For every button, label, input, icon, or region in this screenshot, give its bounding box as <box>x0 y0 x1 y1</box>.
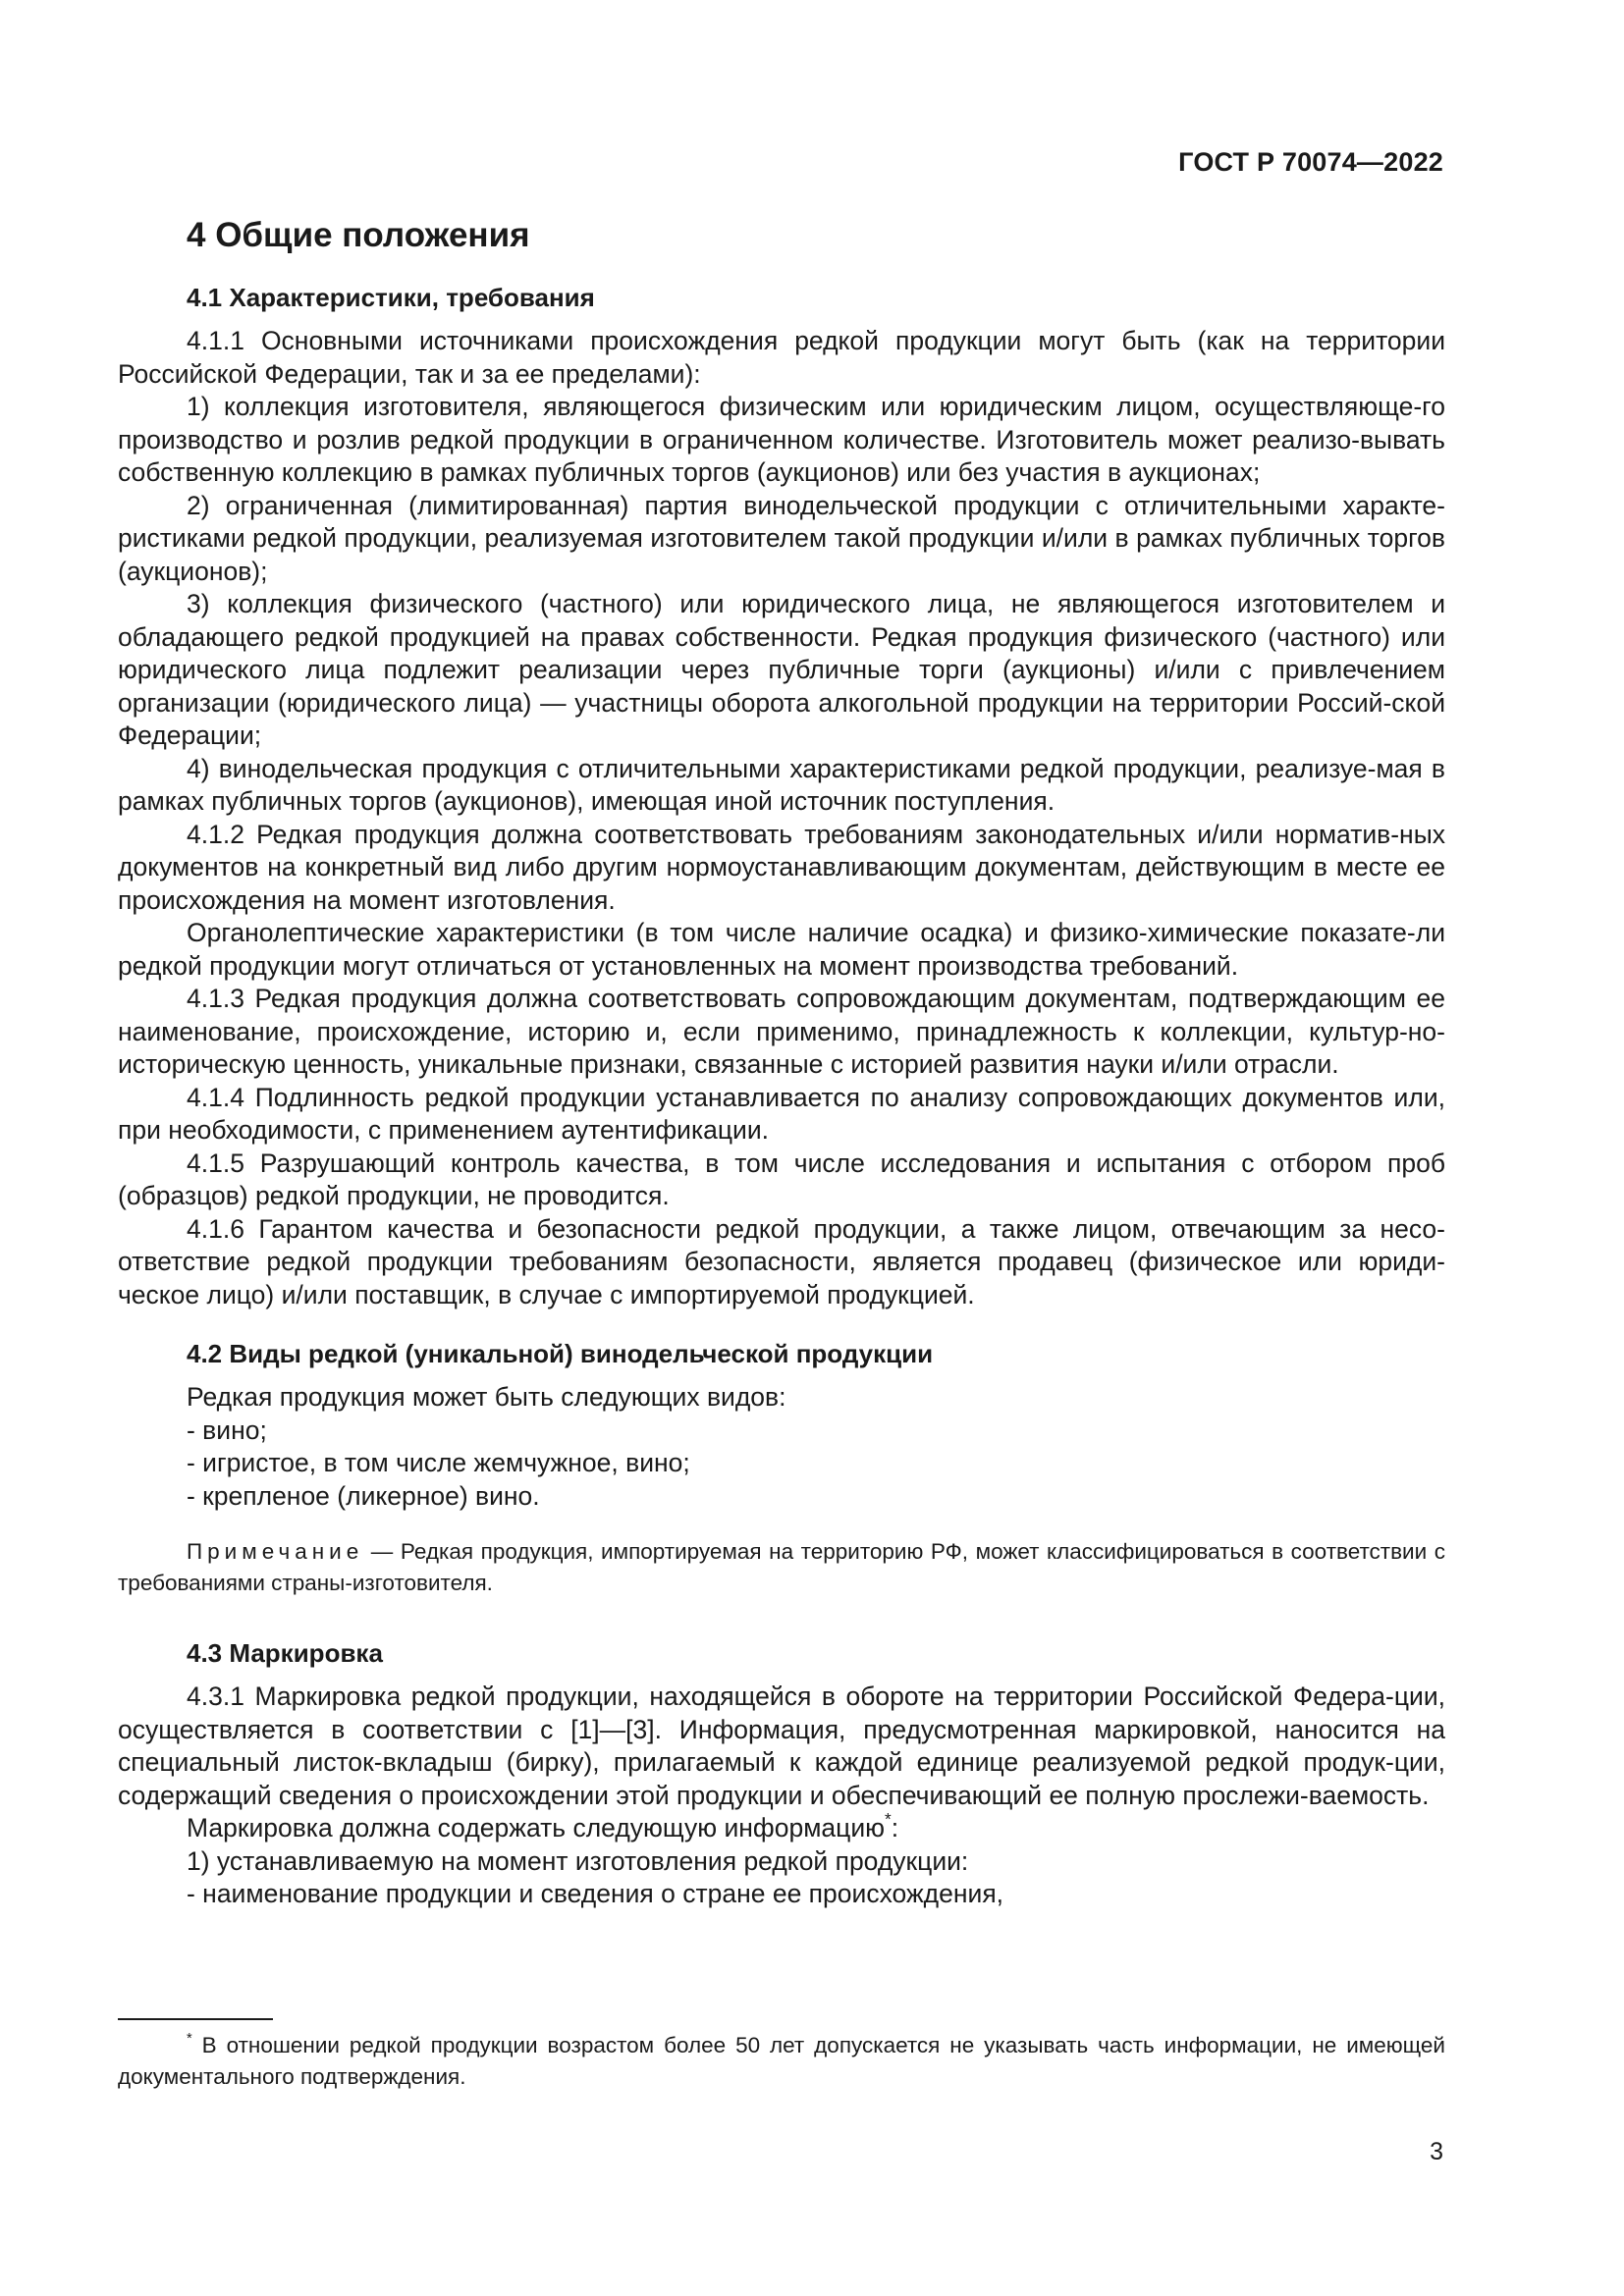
paragraph-types-intro: Редкая продукция может быть следующих видов: <box>187 1382 786 1412</box>
paragraph-4-1-5: 4.1.5 Разрушающий контроль качества, в том числе исследования и испытания с отбором проб (образцов) редкой продукции, не проводится. <box>118 1148 1445 1210</box>
marking-info-colon: : <box>891 1813 899 1842</box>
paragraph-organoleptic: Органолептические характеристики (в том числе наличие осадка) и физико-химические показате-ли редкой продукции могут отличаться от установленных на момент производства требований. <box>118 918 1445 981</box>
paragraph-marking-info <box>118 1808 1445 1845</box>
paragraph-4-1-3: 4.1.3 Редкая продукция должна соответствовать сопровождающим документам, подтверждающим ее наименование, происхождение, историю и, если применимо, принадлежность к коллекции, культур-но-историческую ценность, уникальные признаки, связанные с историей развития науки и/или отрасли. <box>118 984 1445 1079</box>
list-item-source-2: 2) ограниченная (лимитированная) партия винодельческой продукции с отличительными характе-ристиками редкой продукции, реализуемая изготовителем такой продукции и/или в рамках публичных торгов (аукционов); <box>118 490 1445 586</box>
subsection-title-4-3: 4.3 Маркировка <box>187 1638 383 1668</box>
paragraph-4-1-6: 4.1.6 Гарантом качества и безопасности редкой продукции, а также лицом, отвечающим за несо-ответствие редкой продукции требованиям безопасности, является продавец (физическое или юриди-ческое лицо) и/или поставщик, в случае с импортируемой продукцией. <box>118 1213 1445 1309</box>
subsection-title-4-1: 4.1 Характеристики, требования <box>187 283 595 312</box>
list-item-source-4: 4) винодельческая продукция с отличительными характеристиками редкой продукции, реализуе-мая в рамках публичных торгов (аукционов), имеющая иной источник поступления. <box>118 753 1445 816</box>
paragraph-4-1-1: 4.1.1 Основными источниками происхождения редкой продукции могут быть (как на территории Российской Федерации, так и за ее пределами): <box>118 326 1445 389</box>
footnote-reference: * <box>885 1808 892 1829</box>
list-item-manufacture-info: 1) устанавливаемую на момент изготовления редкой продукции: <box>187 1845 969 1876</box>
list-item-product-name: - наименование продукции и сведения о стране ее происхождения, <box>187 1879 1004 1908</box>
list-item-wine: - вино; <box>187 1415 267 1445</box>
list-item-sparkling: - игристое, в том числе жемчужное, вино; <box>187 1448 690 1477</box>
list-item-fortified: - крепленое (ликерное) вино. <box>187 1480 540 1511</box>
footnote-divider <box>118 2018 273 2020</box>
footnote-text: В отношении редкой продукции возрастом более 50 лет допускается не указывать часть информации, не имеющей документального подтверждения. <box>118 2033 1445 2089</box>
page-number: 3 <box>1430 2138 1443 2165</box>
standard-id-header: ГОСТ Р 70074—2022 <box>1178 147 1443 177</box>
subsection-title-4-2: 4.2 Виды редкой (уникальной) винодельческой продукции <box>187 1339 934 1368</box>
section-title: 4 Общие положения <box>187 216 530 254</box>
note-paragraph <box>118 1536 1445 1599</box>
paragraph-4-1-2: 4.1.2 Редкая продукция должна соответствовать требованиям законодательных и/или норматив-ных документов на конкретный вид либо другим нормоустанавливающим документам, действующим в месте ее происхождения на момент изготовления. <box>118 819 1445 915</box>
footnote-mark: * <box>187 2030 192 2047</box>
main-content <box>118 216 1445 1911</box>
list-item-source-1: 1) коллекция изготовителя, являющегося физическим или юридическим лицом, осуществляюще-го производство и розлив редкой продукции в ограниченном количестве. Изготовитель может реализо-вывать собственную коллекцию в рамках публичных торгов (аукционов) или без участия в аукционах; <box>118 392 1445 487</box>
note-label: Примечание <box>187 1539 364 1564</box>
note-text: — Редкая продукция, импортируемая на территорию РФ, может классифицироваться в соответствии с требованиями страны-изготовителя. <box>118 1539 1445 1595</box>
list-item-source-3: 3) коллекция физического (частного) или юридического лица, не являющегося изготовителем и обладающего редкой продукцией на правах собственности. Редкая продукция физического (частного) или юридического лица подлежит реализации через публичные торги (аукционы) и/или с привлечением организации (юридического лица) — участницы оборота алкогольной продукции на территории Россий-ской Федерации; <box>118 589 1445 750</box>
paragraph-4-3-1: 4.3.1 Маркировка редкой продукции, находящейся в обороте на территории Российской Федера-ции, осуществляется в соответствии с [1]—[3]. Информация, предусмотренная маркировкой, наносится на специальный листок-вкладыш (бирку), прилагаемый к каждой единице реализуемой редкой продук-ции, содержащий сведения о происхождении этой продукции и обеспечивающий ее полную прослежи-ваемость. <box>118 1682 1445 1810</box>
paragraph-4-1-4: 4.1.4 Подлинность редкой продукции устанавливается по анализу сопровождающих документов или, при необходимости, с применением аутентификации. <box>118 1082 1445 1145</box>
footnote <box>118 2030 1445 2093</box>
marking-info-text: Маркировка должна содержать следующую информацию <box>187 1813 886 1842</box>
